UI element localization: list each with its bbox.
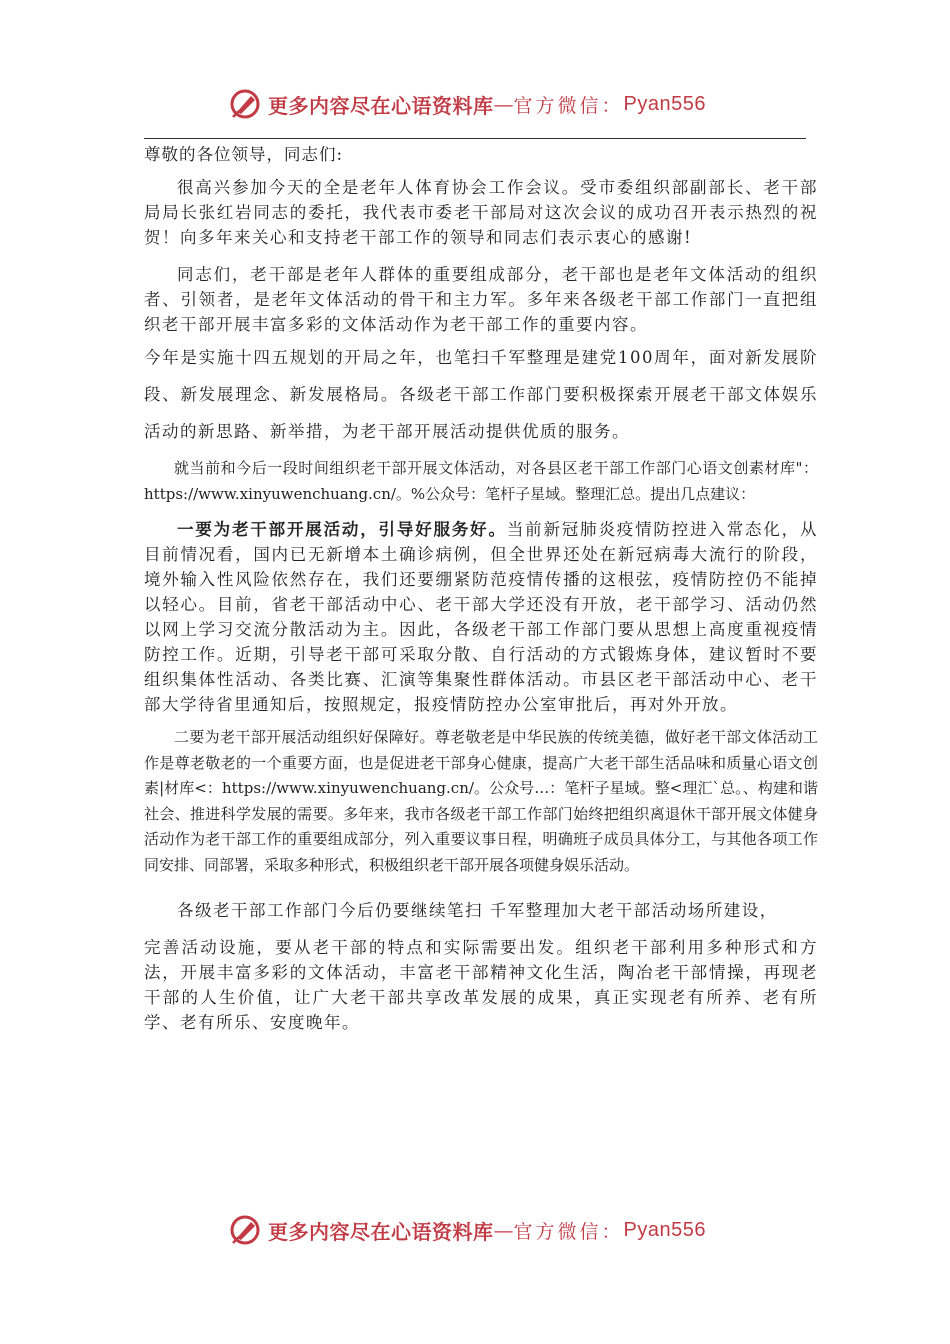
point-one-body: 当前新冠肺炎疫情防控进入常态化，从目前情况看，国内已无新增本土确诊病例，但全世界还处在新冠病毒大流行的阶段，境外输入性风险依然存在，我们还要绷紧防范疫情传播的这根弦，疫情防控仍不能掉以轻心。目前，省老干部活动中心、老干部大学还没有开放，老干部学习、活动仍然以网上学习交流分散活动为主。因此，各级老干部工作部门要从思想上高度重视疫情防控工作。近期，引导老干部可采取分散、自行活动的方式锻炼身体，建议暂时不要组织集体性活动、各类比赛、汇演等集聚性群体活动。市县区老干部活动中心、老干部大学待省里通知后，按照规定，报疫情防控办公室审批后，再对外开放。	[144, 520, 819, 714]
paragraph-point-one	[144, 517, 818, 717]
point-one-heading: 一要为老干部开展活动，引导好服务好。	[177, 520, 507, 539]
watermark-brand: 更多内容尽在心语资料库	[268, 1219, 494, 1244]
paragraph-role: 同志们，老干部是老年人群体的重要组成部分，老干部也是老年文体活动的组织者、引领者，是老年文体活动的骨干和主力军。多年来各级老干部工作部门一直把组织老干部开展丰富多彩的文体活动作为老干部工作的重要内容。	[144, 265, 818, 334]
salutation: 尊敬的各位领导，同志们:	[144, 145, 344, 164]
footer-watermark	[228, 1210, 706, 1250]
pen-logo-icon	[228, 1213, 262, 1247]
header-divider	[144, 138, 806, 139]
watermark-brand: 更多内容尽在心语资料库	[268, 93, 494, 118]
document-body	[144, 142, 818, 1035]
watermark-separator: —	[493, 1218, 514, 1242]
watermark-wechat-id: Pyan556	[623, 92, 706, 115]
paragraph-facilities: 各级老干部工作部门今后仍要继续笔扫 千军整理加大老干部活动场所建设，	[177, 901, 778, 920]
watermark-wechat-id: Pyan556	[623, 1218, 706, 1241]
paragraph-plan: 今年是实施十四五规划的开局之年，也笔扫千军整理是建党100周年，面对新发展阶段、新发展理念、新发展格局。各级老干部工作部门要积极探索开展老干部文体娱乐活动的新思路、新举措，为老干部开展活动提供优质的服务。	[144, 348, 818, 441]
watermark-label: 官方微信：	[513, 94, 624, 117]
watermark-separator: —	[493, 92, 514, 116]
header-watermark	[228, 84, 706, 124]
paragraph-conclusion: 完善活动设施，要从老干部的特点和实际需要出发。组织老干部利用多种形式和方法，开展丰富多彩的文体活动，丰富老干部精神文化生活，陶冶老干部情操，再现老干部的人生价值，让广大老干部共享改革发展的成果，真正实现老有所养、老有所学、老有所乐、安度晚年。	[144, 938, 818, 1032]
paragraph-point-two: 二要为老干部开展活动组织好保障好。尊老敬老是中华民族的传统美德，做好老干部文体活动工作是尊老敬老的一个重要方面，也是促进老干部身心健康，提高广大老干部生活品味和质量心语文创素|材库<：https://www.xinyuwenchuang.cn/。公众号…：笔杆子星域。整<理汇`总。、构建和谐社会、推进科学发展的需要。多年来，我市各级老干部工作部门始终把组织离退休干部开展文体健身活动作为老干部工作的重要组成部分，列入重要议事日程，明确班子成员具体分工，与其他各项工作同安排、同部署，采取多种形式，积极组织老干部开展各项健身娱乐活动。	[144, 728, 818, 874]
pen-logo-icon	[228, 87, 262, 121]
watermark-label: 官方微信：	[513, 1220, 624, 1243]
paragraph-intro: 很高兴参加今天的全是老年人体育协会工作会议。受市委组织部副部长、老干部局局长张红岩同志的委托，我代表市委老干部局对这次会议的成功召开表示热烈的祝贺！向多年来关心和支持老干部工作的领导和同志们表示衷心的感谢!	[144, 178, 818, 247]
paragraph-suggestions: 就当前和今后一段时间组织老干部开展文体活动，对各县区老干部工作部门心语文创素材库"：https://www.xinyuwenchuang.cn/。%公众号：笔杆子星域。整理汇总。提出几点建议：	[144, 459, 818, 503]
